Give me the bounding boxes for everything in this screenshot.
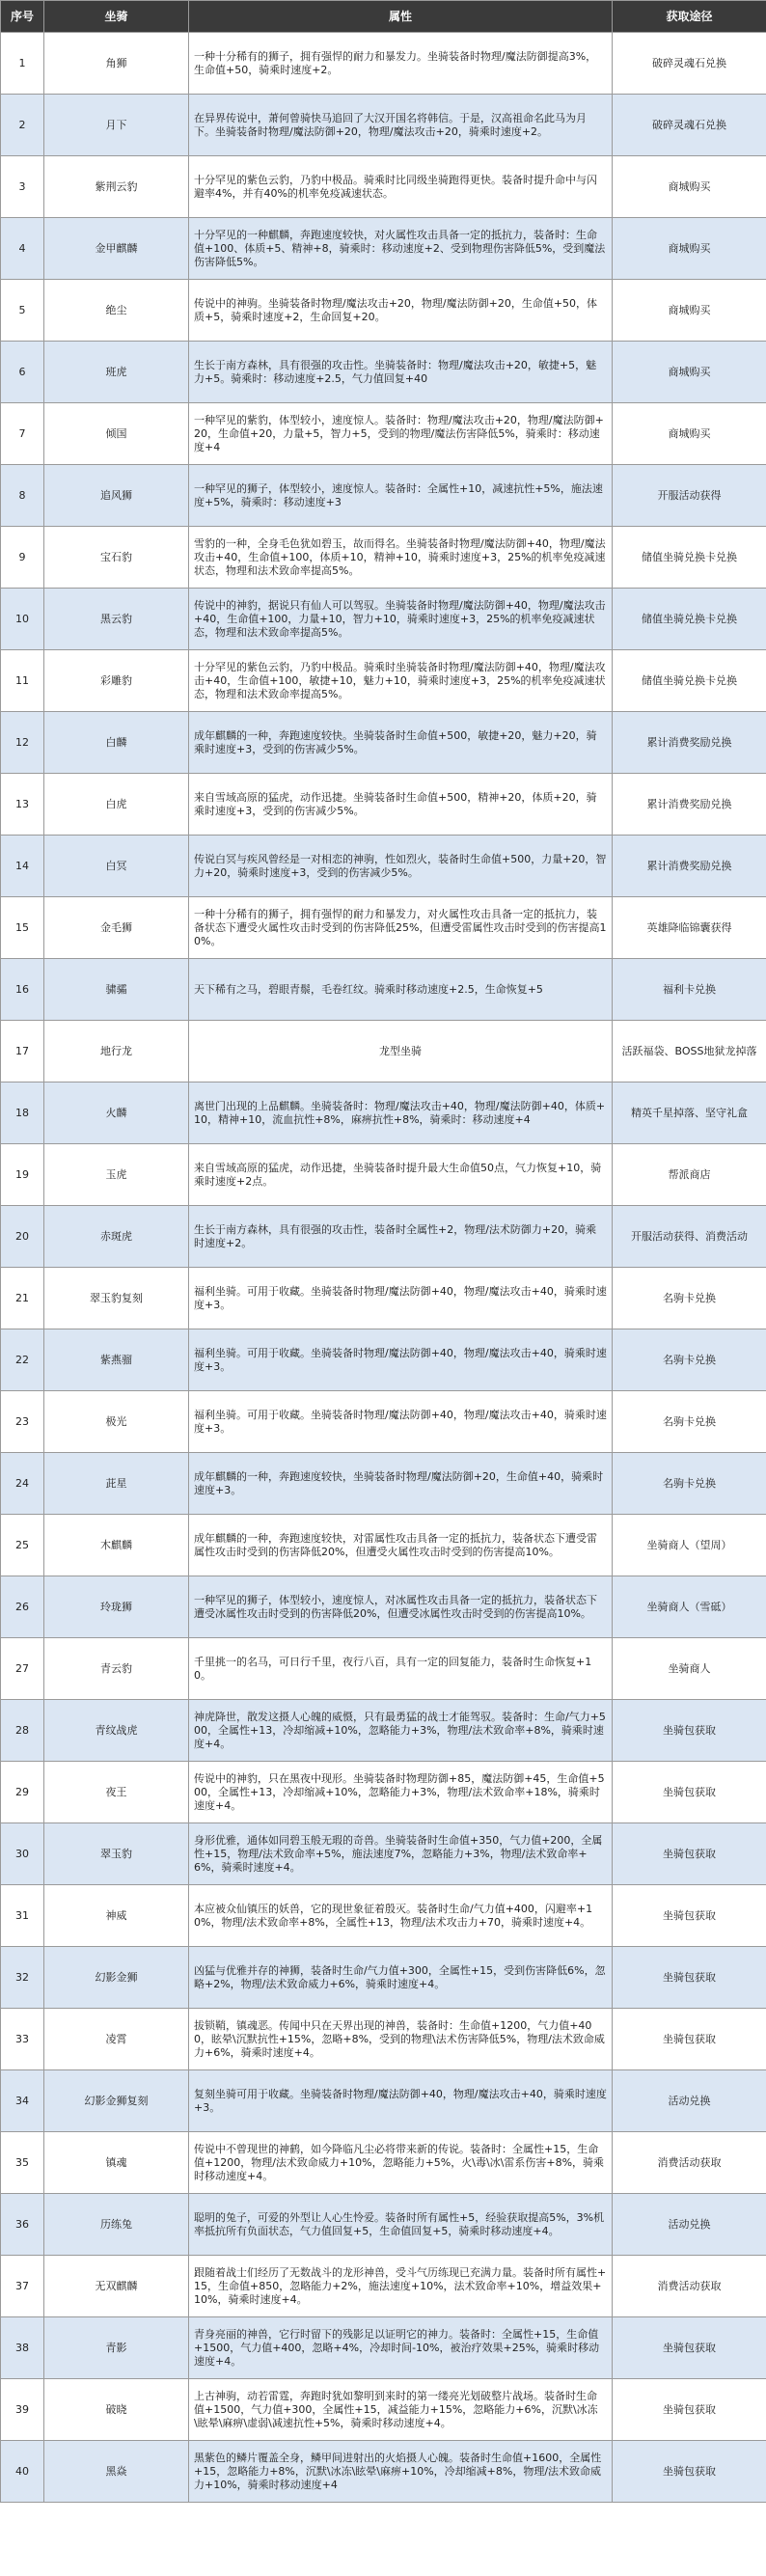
cell-index: 22: [1, 1329, 44, 1391]
cell-attributes: 一种罕见的狮子，体型较小，速度惊人。装备时：全属性+10，减速抗性+5%，施法速度+5%，骑乘时：移动速度+3: [189, 465, 613, 527]
cell-attributes: 传说白冥与疾风曾经是一对相恋的神驹，性如烈火，装备时生命值+500，力量+20，智力+20，骑乘时速度+3，受到的伤害减少5%。: [189, 836, 613, 897]
cell-attributes: 十分罕见的紫色云豹，乃豹中极品。骑乘时坐骑装备时物理/魔法防御+40，物理/魔法攻击+40，生命值+100，敏捷+10，魅力+10，骑乘时速度+3，25%的机率免疫减速状态，物理和法术致命率提高5%。: [189, 650, 613, 712]
cell-attributes: 复刻坐骑可用于收藏。坐骑装备时物理/魔法防御+40，物理/魔法攻击+40，骑乘时速度+3。: [189, 2070, 613, 2132]
cell-index: 12: [1, 712, 44, 774]
cell-mount-name: 金甲麒麟: [44, 218, 189, 280]
header-index: 序号: [1, 1, 44, 33]
cell-index: 24: [1, 1453, 44, 1515]
table-row: [1, 1515, 766, 1576]
table-row: [1, 33, 766, 95]
table-row: [1, 403, 766, 465]
cell-source: 商城购买: [613, 218, 766, 280]
cell-attributes: 传说中的神豹，据说只有仙人可以驾驭。坐骑装备时物理/魔法防御+40，物理/魔法攻击+40，生命值+100，力量+10，智力+10，骑乘时速度+3，25%的机率免疫减速状态，物理和法术致命率提高5%。: [189, 589, 613, 650]
table-row: [1, 2317, 766, 2379]
cell-mount-name: 夜王: [44, 1762, 189, 1823]
cell-index: 7: [1, 403, 44, 465]
table-row: [1, 527, 766, 589]
cell-attributes: 本应被众仙镇压的妖兽，它的现世象征着殷灭。装备时生命/气力值+400，闪避率+10%，物理/法术致命率+8%，全属性+13，物理/法术攻击力+70，骑乘时速度+4。: [189, 1885, 613, 1947]
cell-attributes: 天下稀有之马，碧眼青鬃，毛卷红纹。骑乘时移动速度+2.5，生命恢复+5: [189, 959, 613, 1021]
cell-source: 帮派商店: [613, 1144, 766, 1206]
table-row: [1, 1144, 766, 1206]
table-row: [1, 1453, 766, 1515]
cell-attributes: 成年麒麟的一种，奔跑速度较快，坐骑装备时物理/魔法防御+20，生命值+40，骑乘时速度+3。: [189, 1453, 613, 1515]
table-row: [1, 836, 766, 897]
cell-source: 开服活动获得: [613, 465, 766, 527]
cell-mount-name: 翠玉豹复刻: [44, 1268, 189, 1329]
cell-index: 16: [1, 959, 44, 1021]
cell-attributes: 千里挑一的名马，可日行千里，夜行八百，具有一定的回复能力，装备时生命恢复+10。: [189, 1638, 613, 1700]
cell-mount-name: 翠玉豹: [44, 1823, 189, 1885]
cell-index: 1: [1, 33, 44, 95]
cell-source: 累计消费奖励兑换: [613, 774, 766, 836]
cell-attributes: 神虎降世，散发这摄人心魄的威慑，只有最勇猛的战士才能驾驭。装备时：生命/气力+500，全属性+13，冷却缩减+10%，忽略能力+3%，物理/法术致命率+8%，骑乘时速度+4。: [189, 1700, 613, 1762]
table-row: [1, 2379, 766, 2441]
table-row: [1, 2132, 766, 2194]
table-row: [1, 218, 766, 280]
cell-source: 坐骑包获取: [613, 2009, 766, 2070]
cell-mount-name: 紫荆云豹: [44, 156, 189, 218]
table-row: [1, 1082, 766, 1144]
cell-source: 坐骑包获取: [613, 2379, 766, 2441]
header-mount: 坐骑: [44, 1, 189, 33]
cell-index: 2: [1, 95, 44, 156]
cell-attributes: 在异界传说中，萧何曾骑快马追回了大汉开国名将韩信。于是，汉高祖命名此马为月下。坐骑装备时物理/魔法防御+20，物理/魔法攻击+20，骑乘时速度+2。: [189, 95, 613, 156]
cell-source: 破碎灵魂石兑换: [613, 33, 766, 95]
cell-source: 商城购买: [613, 342, 766, 403]
table-row: [1, 959, 766, 1021]
cell-attributes: 福利坐骑。可用于收藏。坐骑装备时物理/魔法防御+40，物理/魔法攻击+40，骑乘时速度+3。: [189, 1329, 613, 1391]
cell-source: 破碎灵魂石兑换: [613, 95, 766, 156]
cell-source: 坐骑包获取: [613, 1885, 766, 1947]
cell-mount-name: 茈星: [44, 1453, 189, 1515]
cell-index: 14: [1, 836, 44, 897]
cell-source: 商城购买: [613, 280, 766, 342]
cell-source: 消费活动获取: [613, 2256, 766, 2317]
cell-index: 25: [1, 1515, 44, 1576]
cell-index: 13: [1, 774, 44, 836]
cell-attributes: 一种罕见的紫豹，体型较小，速度惊人。装备时：物理/魔法攻击+20，物理/魔法防御+20，生命值+20，力量+5，智力+5，受到的物理/魔法伤害降低5%，骑乘时：移动速度+4: [189, 403, 613, 465]
cell-source: 商城购买: [613, 403, 766, 465]
table-row: [1, 2441, 766, 2503]
cell-source: 坐骑商人（雪砥）: [613, 1576, 766, 1638]
table-row: [1, 589, 766, 650]
cell-source: 开服活动获得、消费活动: [613, 1206, 766, 1268]
cell-source: 消费活动获取: [613, 2132, 766, 2194]
table-row: [1, 712, 766, 774]
cell-index: 29: [1, 1762, 44, 1823]
cell-mount-name: 黑焱: [44, 2441, 189, 2503]
cell-source: 福利卡兑换: [613, 959, 766, 1021]
table-row: [1, 156, 766, 218]
table-row: [1, 1947, 766, 2009]
cell-index: 10: [1, 589, 44, 650]
cell-source: 精英千星掉落、坚守礼盒: [613, 1082, 766, 1144]
cell-attributes: 十分罕见的一种麒麟，奔跑速度较快，对火属性攻击具备一定的抵抗力，装备时：生命值+100、体质+5、精神+8，骑乘时：移动速度+2、受到物理伤害降低5%，受到魔法伤害降低5%。: [189, 218, 613, 280]
table-row: [1, 465, 766, 527]
table-row: [1, 1206, 766, 1268]
cell-mount-name: 青纹战虎: [44, 1700, 189, 1762]
cell-index: 23: [1, 1391, 44, 1453]
cell-mount-name: 白虎: [44, 774, 189, 836]
header-attributes: 属性: [189, 1, 613, 33]
table-row: [1, 1700, 766, 1762]
cell-mount-name: 宝石豹: [44, 527, 189, 589]
cell-index: 26: [1, 1576, 44, 1638]
cell-mount-name: 月下: [44, 95, 189, 156]
cell-attributes: 福利坐骑。可用于收藏。坐骑装备时物理/魔法防御+40，物理/魔法攻击+40，骑乘时速度+3。: [189, 1391, 613, 1453]
cell-attributes: 福利坐骑。可用于收藏。坐骑装备时物理/魔法防御+40，物理/魔法攻击+40，骑乘时速度+3。: [189, 1268, 613, 1329]
table-row: [1, 1885, 766, 1947]
cell-mount-name: 白冥: [44, 836, 189, 897]
cell-index: 19: [1, 1144, 44, 1206]
cell-index: 27: [1, 1638, 44, 1700]
table-row: [1, 650, 766, 712]
cell-index: 34: [1, 2070, 44, 2132]
cell-mount-name: 幻影金狮复刻: [44, 2070, 189, 2132]
cell-attributes: 传说中的神豹，只在黑夜中现形。坐骑装备时物理防御+85，魔法防御+45，生命值+500，全属性+13，冷却缩减+10%，忽略能力+3%，物理/法术致命率+18%，骑乘时速度+4。: [189, 1762, 613, 1823]
cell-attributes: 拔锁鞘，镇魂恶。传闻中只在天界出现的神兽，装备时：生命值+1200，气力值+400，眩晕\沉默抗性+15%，忽略+8%，受到的物理\法术伤害降低5%，物理/法术致命威力+6%，骑乘时速度+4。: [189, 2009, 613, 2070]
cell-mount-name: 倾国: [44, 403, 189, 465]
cell-index: 37: [1, 2256, 44, 2317]
cell-mount-name: 赤斑虎: [44, 1206, 189, 1268]
cell-source: 名驹卡兑换: [613, 1329, 766, 1391]
cell-mount-name: 绝尘: [44, 280, 189, 342]
cell-attributes: 一种罕见的狮子，体型较小，速度惊人，对冰属性攻击具备一定的抵抗力，装备状态下遭受冰属性攻击时受到的伤害降低20%，但遭受冰属性攻击时受到的伤害提高10%。: [189, 1576, 613, 1638]
table-row: [1, 774, 766, 836]
cell-attributes: 生长于南方森林，具有很强的攻击性。坐骑装备时：物理/魔法攻击+20，敏捷+5，魅力+5。骑乘时：移动速度+2.5，气力值回复+40: [189, 342, 613, 403]
table-row: [1, 1638, 766, 1700]
table-row: [1, 2256, 766, 2317]
cell-source: 累计消费奖励兑换: [613, 836, 766, 897]
cell-index: 39: [1, 2379, 44, 2441]
cell-mount-name: 黑云豹: [44, 589, 189, 650]
cell-mount-name: 彩雕豹: [44, 650, 189, 712]
cell-index: 18: [1, 1082, 44, 1144]
cell-mount-name: 破晓: [44, 2379, 189, 2441]
cell-source: 活跃福袋、BOSS地狱龙掉落: [613, 1021, 766, 1082]
cell-index: 6: [1, 342, 44, 403]
header-source: 获取途径: [613, 1, 766, 33]
table-header: [1, 1, 766, 33]
cell-source: 坐骑包获取: [613, 2317, 766, 2379]
cell-index: 9: [1, 527, 44, 589]
cell-mount-name: 玉虎: [44, 1144, 189, 1206]
cell-mount-name: 地行龙: [44, 1021, 189, 1082]
cell-mount-name: 白麟: [44, 712, 189, 774]
cell-attributes: 来自雪域高原的猛虎，动作迅捷。坐骑装备时生命值+500，精神+20，体质+20，骑乘时速度+3，受到的伤害减少5%。: [189, 774, 613, 836]
cell-mount-name: 木麒麟: [44, 1515, 189, 1576]
table-body: [1, 33, 766, 2503]
cell-mount-name: 青影: [44, 2317, 189, 2379]
cell-mount-name: 火麟: [44, 1082, 189, 1144]
table-row: [1, 95, 766, 156]
cell-index: 28: [1, 1700, 44, 1762]
cell-index: 4: [1, 218, 44, 280]
cell-source: 坐骑包获取: [613, 1700, 766, 1762]
table-row: [1, 280, 766, 342]
cell-index: 40: [1, 2441, 44, 2503]
cell-source: 名驹卡兑换: [613, 1453, 766, 1515]
cell-attributes: 雪豹的一种，全身毛色犹如碧玉，故而得名。坐骑装备时物理/魔法防御+40，物理/魔法攻击+40，生命值+100，体质+10，精神+10，骑乘时速度+3，25%的机率免疫减速状态，物理和法术致命率提高5%。: [189, 527, 613, 589]
cell-mount-name: 紫燕骝: [44, 1329, 189, 1391]
cell-attributes: 传说中的神驹。坐骑装备时物理/魔法攻击+20，物理/魔法防御+20，生命值+50，体质+5，骑乘时速度+2，生命回复+20。: [189, 280, 613, 342]
cell-attributes: 黑紫色的鳞片覆盖全身，鳞甲间进射出的火焰摄人心魄。装备时生命值+1600，全属性+15，忽略能力+8%，沉默\冰冻\眩晕\麻痹+10%，冷却缩减+8%，物理/法术致命威力+10%，骑乘时移动速度+4: [189, 2441, 613, 2503]
table-row: [1, 1268, 766, 1329]
cell-mount-name: 玲珑狮: [44, 1576, 189, 1638]
cell-attributes: 十分罕见的紫色云豹，乃豹中极品。骑乘时比同级坐骑跑得更快。装备时提升命中与闪避率4%，并有40%的机率免疫减速状态。: [189, 156, 613, 218]
cell-index: 20: [1, 1206, 44, 1268]
cell-attributes: 离世门出现的上品麒麟。坐骑装备时：物理/魔法攻击+40，物理/魔法防御+40，体质+10，精神+10，流血抗性+8%，麻痹抗性+8%，骑乘时：移动速度+4: [189, 1082, 613, 1144]
cell-mount-name: 镇魂: [44, 2132, 189, 2194]
cell-source: 坐骑商人（望周）: [613, 1515, 766, 1576]
cell-index: 33: [1, 2009, 44, 2070]
cell-index: 32: [1, 1947, 44, 2009]
cell-attributes: 成年麒麟的一种，奔跑速度较快，对雷属性攻击具备一定的抵抗力，装备状态下遭受雷属性攻击时受到的伤害降低20%，但遭受火属性攻击时受到的伤害提高10%。: [189, 1515, 613, 1576]
cell-source: 活动兑换: [613, 2070, 766, 2132]
table-row: [1, 342, 766, 403]
cell-mount-name: 青云豹: [44, 1638, 189, 1700]
cell-attributes: 传说中不曾现世的神鹤，如今降临凡尘必将带来新的传说。装备时：全属性+15，生命值+1200，物理/法术致命威力+10%，忽略能力+5%，火\毒\冰\雷系伤害+8%，骑乘时移动速度+4。: [189, 2132, 613, 2194]
cell-mount-name: 凌霄: [44, 2009, 189, 2070]
table-row: [1, 2009, 766, 2070]
cell-source: 储值坐骑兑换卡兑换: [613, 527, 766, 589]
cell-index: 15: [1, 897, 44, 959]
cell-attributes: 生长于南方森林，具有很强的攻击性，装备时全属性+2，物理/法术防御力+20，骑乘时速度+2。: [189, 1206, 613, 1268]
cell-attributes: 一种十分稀有的狮子，拥有强悍的耐力和暴发力，对火属性攻击具备一定的抵抗力，装备状态下遭受火属性攻击时受到的伤害降低25%，但遭受雷属性攻击时受到的伤害提高10%。: [189, 897, 613, 959]
table-row: [1, 2194, 766, 2256]
cell-source: 坐骑商人: [613, 1638, 766, 1700]
cell-source: 坐骑包获取: [613, 1762, 766, 1823]
cell-attributes: 跟随着战士们经历了无数战斗的龙形神兽，受斗气历练现已充满力量。装备时所有属性+15，生命值+850，忽略能力+2%，施法速度+10%，法术致命率+10%，增益效果+10%，骑乘时速度+4。: [189, 2256, 613, 2317]
table-row: [1, 1391, 766, 1453]
table-row: [1, 897, 766, 959]
cell-mount-name: 班虎: [44, 342, 189, 403]
cell-index: 5: [1, 280, 44, 342]
cell-mount-name: 无双麒麟: [44, 2256, 189, 2317]
cell-source: 坐骑包获取: [613, 1823, 766, 1885]
cell-index: 31: [1, 1885, 44, 1947]
cell-source: 储值坐骑兑换卡兑换: [613, 650, 766, 712]
cell-index: 8: [1, 465, 44, 527]
table-row: [1, 1021, 766, 1082]
table-row: [1, 1823, 766, 1885]
cell-index: 11: [1, 650, 44, 712]
cell-source: 储值坐骑兑换卡兑换: [613, 589, 766, 650]
cell-source: 活动兑换: [613, 2194, 766, 2256]
cell-source: 坐骑包获取: [613, 2441, 766, 2503]
cell-mount-name: 神威: [44, 1885, 189, 1947]
cell-index: 38: [1, 2317, 44, 2379]
cell-mount-name: 追风狮: [44, 465, 189, 527]
cell-mount-name: 历练兔: [44, 2194, 189, 2256]
table-row: [1, 1762, 766, 1823]
cell-attributes: 上古神驹，动若雷霆，奔跑时犹如黎明到来时的第一缕亮光划破整片战场。装备时生命值+1500，气力值+300，全属性+15，减益能力+15%，忽略能力+6%，沉默\冰冻\眩晕\麻痹\虚弱\减速抗性+5%，骑乘时移动速度+4。: [189, 2379, 613, 2441]
cell-index: 36: [1, 2194, 44, 2256]
cell-source: 名驹卡兑换: [613, 1268, 766, 1329]
cell-attributes: 身形优雅，通体如同碧玉般无瑕的奇兽。坐骑装备时生命值+350，气力值+200，全属性+15，物理/法术致命率+5%，施法速度7%，忽略能力+3%，物理/法术致命率+6%，骑乘时速度+4。: [189, 1823, 613, 1885]
cell-index: 21: [1, 1268, 44, 1329]
cell-attributes: 聪明的兔子，可爱的外型让人心生怜爱。装备时所有属性+5，经验获取提高5%，3%机率抵抗所有负面状态，气力值回复+5，生命值回复+5，骑乘时移动速度+4。: [189, 2194, 613, 2256]
cell-attributes: 一种十分稀有的狮子，拥有强悍的耐力和暴发力。坐骑装备时物理/魔法防御提高3%，生命值+50，骑乘时速度+2。: [189, 33, 613, 95]
cell-attributes: 龙型坐骑: [189, 1021, 613, 1082]
table-row: [1, 1576, 766, 1638]
cell-index: 17: [1, 1021, 44, 1082]
cell-source: 名驹卡兑换: [613, 1391, 766, 1453]
cell-source: 坐骑包获取: [613, 1947, 766, 2009]
cell-index: 35: [1, 2132, 44, 2194]
cell-mount-name: 金毛狮: [44, 897, 189, 959]
cell-mount-name: 骕骦: [44, 959, 189, 1021]
cell-attributes: 凶猛与优雅并存的神狮，装备时生命/气力值+300，全属性+15，受到伤害降低6%，忽略+2%，物理/法术致命威力+6%，骑乘时速度+4。: [189, 1947, 613, 2009]
table-row: [1, 2070, 766, 2132]
cell-mount-name: 幻影金狮: [44, 1947, 189, 2009]
cell-attributes: 青身亮丽的神兽，它行时留下的残影足以证明它的神力。装备时：全属性+15，生命值+1500，气力值+400，忽略+4%，冷却时间-10%，被治疗效果+25%，骑乘时移动速度+4。: [189, 2317, 613, 2379]
cell-index: 30: [1, 1823, 44, 1885]
cell-mount-name: 极光: [44, 1391, 189, 1453]
cell-mount-name: 角狮: [44, 33, 189, 95]
cell-source: 商城购买: [613, 156, 766, 218]
cell-index: 3: [1, 156, 44, 218]
cell-attributes: 成年麒麟的一种，奔跑速度较快。坐骑装备时生命值+500，敏捷+20，魅力+20，骑乘时速度+3，受到的伤害减少5%。: [189, 712, 613, 774]
table-row: [1, 1329, 766, 1391]
cell-source: 累计消费奖励兑换: [613, 712, 766, 774]
cell-source: 英雄降临锦囊获得: [613, 897, 766, 959]
cell-attributes: 来自雪域高原的猛虎，动作迅捷，坐骑装备时提升最大生命值50点，气力恢复+10，骑乘时速度+2点。: [189, 1144, 613, 1206]
